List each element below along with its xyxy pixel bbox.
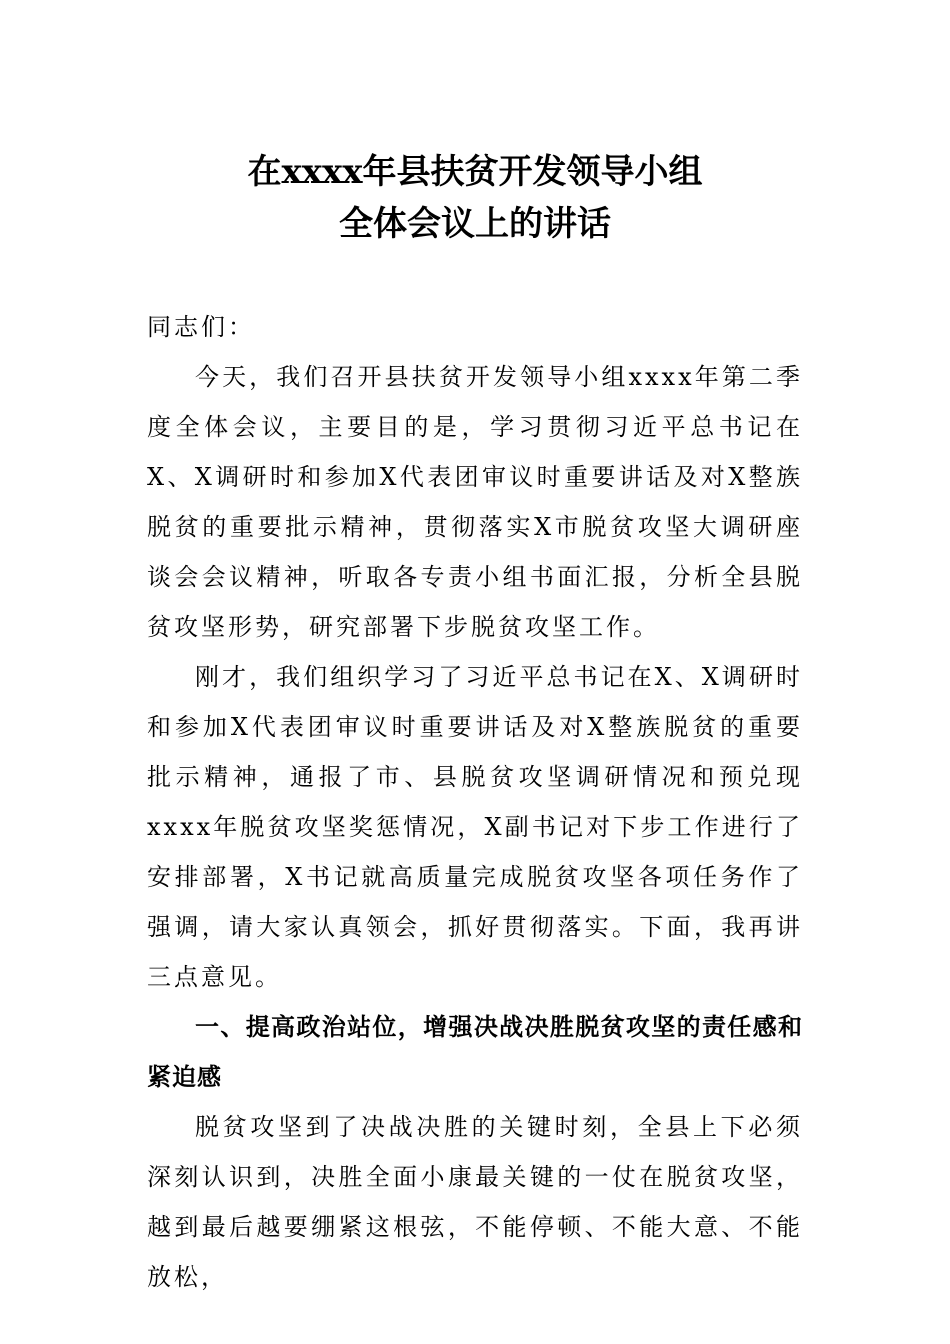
document-title-line-1: 在xxxx年县扶贫开发领导小组 — [247, 152, 703, 192]
document-title-line-2: 全体会议上的讲话 — [339, 204, 611, 244]
paragraph-section-1: 脱贫攻坚到了决战决胜的关键时刻，全县上下必须深刻认识到，决胜全面小康最关键的一仗在脱贫攻坚，越到最后越要绷紧这根弦，不能停顿、不能大意、不能放松， — [147, 1113, 803, 1291]
paragraph-intro: 今天，我们召开县扶贫开发领导小组xxxx年第二季度全体会议，主要目的是，学习贯彻习近平总书记在X、X调研时和参加X代表团审议时重要讲话及对X整族脱贫的重要批示精神，贯彻落实X市脱贫攻坚大调研座谈会会议精神，听取各专责小组书面汇报，分析全县脱贫攻坚形势，研究部署下步脱贫攻坚工作。 — [147, 363, 803, 641]
document-body — [147, 302, 803, 1302]
section-heading-1: 一、提高政治站位，增强决战决胜脱贫攻坚的责任感和紧迫感 — [147, 1013, 803, 1091]
salutation: 同志们： — [147, 313, 255, 341]
paragraph-review: 刚才，我们组织学习了习近平总书记在X、X调研时和参加X代表团审议时重要讲话及对X整族脱贫的重要批示精神，通报了市、县脱贫攻坚调研情况和预兑现xxxx年脱贫攻坚奖惩情况，X副书记对下步工作进行了安排部署，X书记就高质量完成脱贫攻坚各项任务作了强调，请大家认真领会，抓好贯彻落实。下面，我再讲三点意见。 — [147, 663, 803, 991]
